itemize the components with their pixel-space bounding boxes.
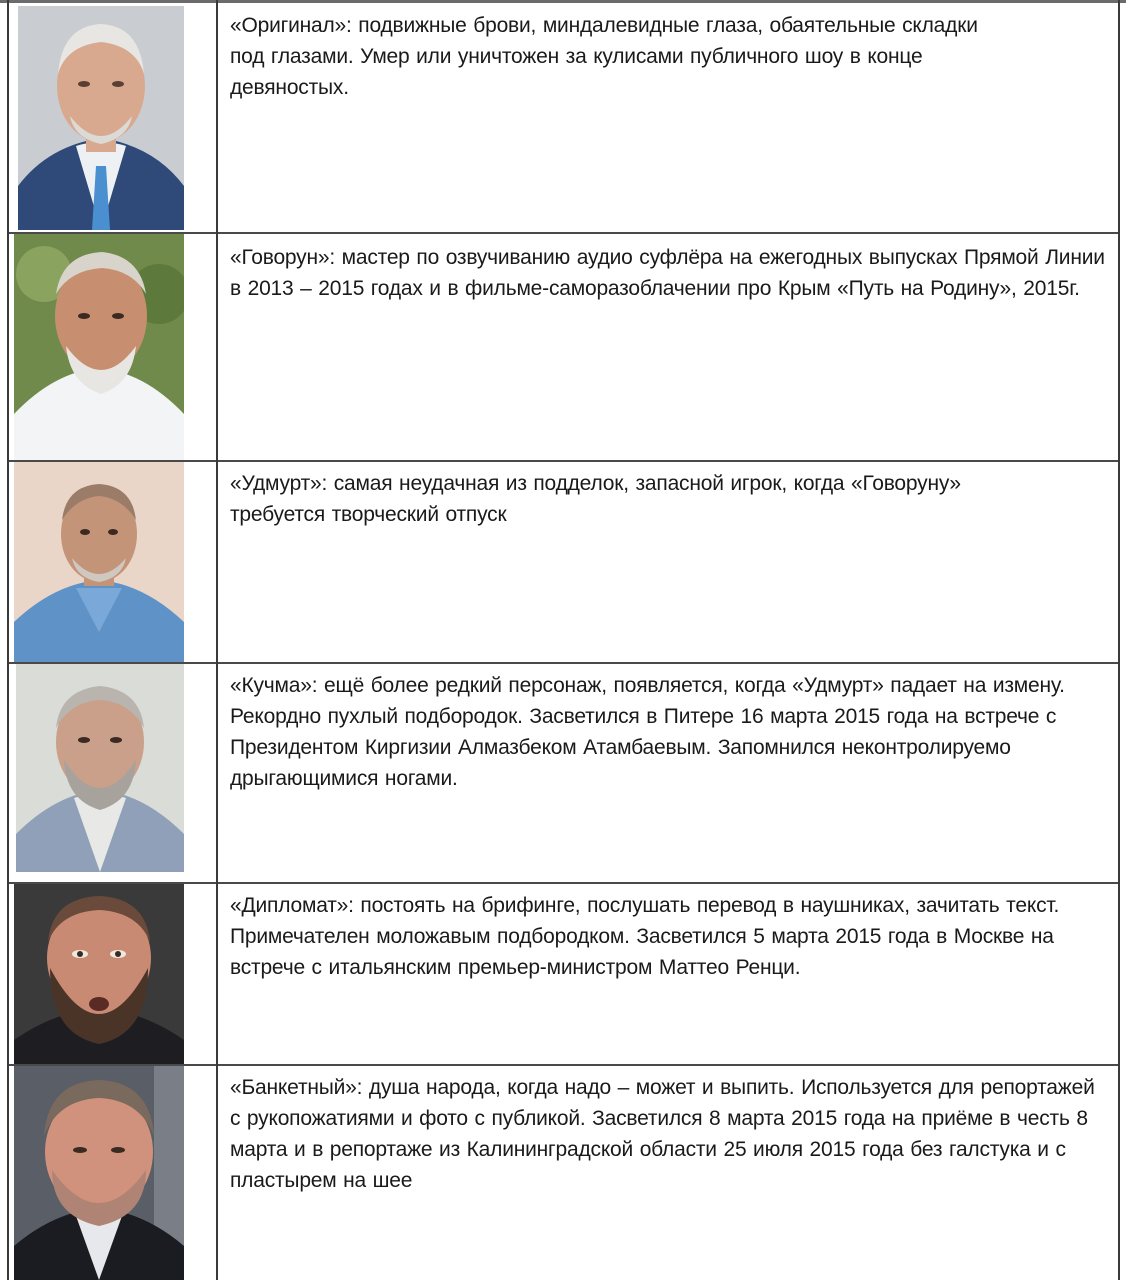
portrait-icon	[18, 6, 184, 230]
portrait-photo	[16, 664, 184, 872]
row-description: «Оригинал»: подвижные брови, миндалевидные глаза, обаятельные складки под глазами. Умер или уничтожен за кулисами публичного шоу в конце девяностых.	[230, 14, 978, 99]
row-description: «Удмурт»: самая неудачная из подделок, запасной игрок, когда «Говоруну» требуется творческий отпуск	[230, 472, 961, 526]
row-description: «Банкетный»: душа народа, когда надо – может и выпить. Используется для репортажей с рукопожатиями и фото с публикой. Засветился 8 марта 2015 года на приёме в честь 8 марта и в репортаже из Калининградской области 25 июля 2015 года без галстука и с пластырем на шее	[230, 1076, 1095, 1192]
portrait-photo	[14, 884, 184, 1064]
table-left-border	[7, 0, 9, 1280]
row-description: «Кучма»: ещё более редкий персонаж, появляется, когда «Удмурт» падает на измену. Рекордно пухлый подбородок. Засветился в Питере 16 марта 2015 года на встрече с Президентом Киргизии Алмазбеком Атамбаевым. Запомнился неконтролируемо дрыгающимися ногами.	[230, 674, 1065, 790]
table-row	[0, 234, 1126, 460]
table-row	[0, 884, 1126, 1064]
table-row	[0, 0, 1126, 232]
table-right-border	[1118, 0, 1120, 1280]
table-column-divider	[216, 0, 218, 1280]
portrait-photo	[14, 234, 184, 460]
portrait-icon	[14, 1066, 184, 1280]
portrait-icon	[14, 462, 184, 662]
portrait-icon	[14, 234, 184, 460]
row-description: «Говорун»: мастер по озвучиванию аудио суфлёра на ежегодных выпусках Прямой Линии в 2013 – 2015 годах и в фильме-саморазоблачении про Крым «Путь на Родину», 2015г.	[230, 246, 1105, 300]
portrait-photo	[18, 6, 184, 230]
portrait-photo	[14, 462, 184, 662]
portrait-photo	[14, 1066, 184, 1280]
table-row	[0, 664, 1126, 882]
portrait-icon	[16, 664, 184, 872]
table-row	[0, 462, 1126, 662]
row-description: «Дипломат»: постоять на брифинге, послушать перевод в наушниках, зачитать текст. Примечателен моложавым подбородком. Засветился 5 марта 2015 года в Москве на встрече с итальянским премьер-министром Маттео Ренци.	[230, 894, 1060, 979]
table-row	[0, 1066, 1126, 1280]
portrait-icon	[14, 884, 184, 1064]
